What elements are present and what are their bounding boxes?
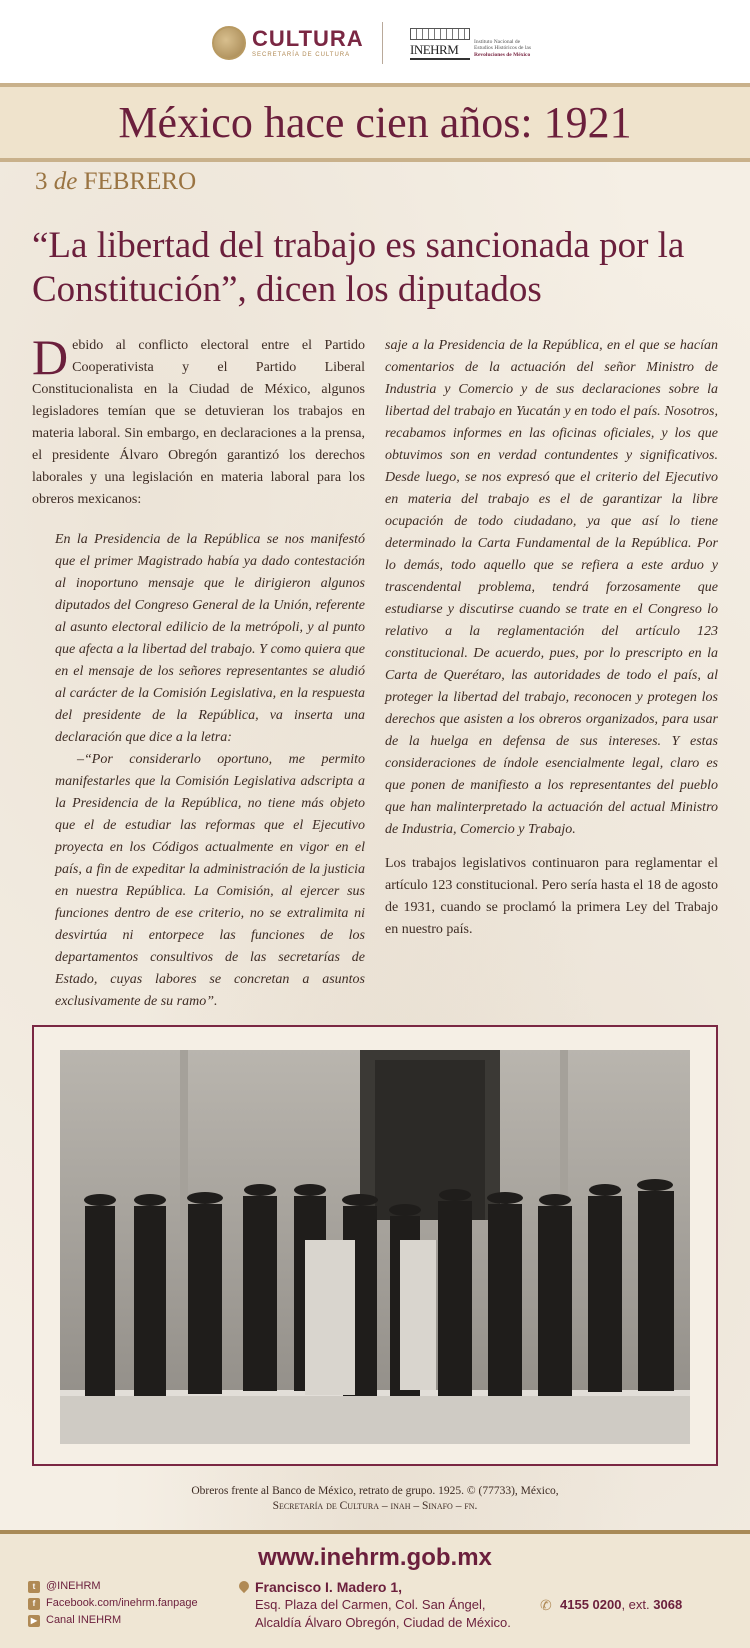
title-banner xyxy=(0,83,750,162)
phone-ext-label: , ext. xyxy=(621,1597,654,1612)
cultura-logo[interactable] xyxy=(212,24,364,62)
intro-paragraph: Debido al conflicto electoral entre el Partido Cooperativista y el Partido Liberal Constitucionalista en la Ciudad de México, algunos legisladores temían que se detuvieran los trabajos en materia laboral. Sin embargo, en declaraciones a la prensa, el presidente Álvaro Obregón garantizó los derechos laborales y una legislación en materia laboral para los obreros mexicanos: xyxy=(32,329,365,507)
youtube-icon: ▶ xyxy=(28,1615,40,1627)
logo-divider xyxy=(382,22,383,64)
group-photo-illustration xyxy=(60,1050,690,1444)
date-de: de xyxy=(53,168,78,195)
address-line-3: Alcaldía Álvaro Obregón, Ciudad de México. xyxy=(255,1615,511,1630)
article-date xyxy=(35,168,196,196)
date-month: FEBRERO xyxy=(83,168,197,195)
phone-icon: ✆ xyxy=(540,1597,552,1613)
quote-paragraph-1: En la Presidencia de la República se nos manifestó que el primer Magistrado había ya dado contestación al inoportuno mensaje que le dirigieron algunos diputados del Congreso General de la Unión, referente al asunto electoral edilicio de la metrópoli, y al punto que afecta a la libertad del trabajo. Y como quiera que en el mensaje de los señores representantes se aludió al carácter de la Comisión Legislativa, en la respuesta del presidente de la República, va inserta una declaración que dice a la letra: xyxy=(55,532,365,745)
inehrm-line-3: Revoluciones de México xyxy=(474,51,531,58)
location-pin-icon xyxy=(237,1579,251,1593)
twitter-link[interactable]: t @INEHRM xyxy=(28,1578,198,1595)
footer xyxy=(0,1534,750,1648)
phone-main: 4155 0200 xyxy=(560,1597,622,1612)
mexico-seal-icon xyxy=(212,26,246,60)
address-block xyxy=(255,1578,511,1632)
date-day: 3 xyxy=(35,168,48,195)
facebook-icon: f xyxy=(28,1598,40,1610)
inehrm-line-1: Instituto Nacional de xyxy=(474,38,521,45)
phone-number[interactable] xyxy=(540,1597,683,1613)
address-line-1: Francisco I. Madero 1, xyxy=(255,1579,403,1595)
youtube-link[interactable]: ▶ Canal INEHRM xyxy=(28,1612,198,1629)
photo-caption xyxy=(0,1484,750,1514)
inehrm-wordmark: INEHRM xyxy=(410,41,470,60)
social-links xyxy=(28,1578,198,1629)
inehrm-line-2: Estudios Históricos de las xyxy=(474,45,531,51)
article-column-left xyxy=(32,329,365,1069)
photo-frame xyxy=(32,1025,718,1466)
cultura-subtitle: SECRETARÍA DE CULTURA xyxy=(252,52,351,58)
building-icon xyxy=(410,28,470,58)
website-link[interactable]: www.inehrm.gob.mx xyxy=(258,1544,492,1571)
facebook-link[interactable]: f Facebook.com/inehrm.fanpage xyxy=(28,1595,198,1612)
cultura-wordmark: CULTURA xyxy=(252,26,364,51)
quote-paragraph-2: –“Por considerarlo oportuno, me permito manifestarles que la Comisión Legislativa adscripta a la Presidencia de la República, no tiene más objeto que el de estudiar las reformas que el Ejecutivo proyecta en los Códigos actualmente en vigor en el país, a fin de expeditar la administración de la justicia en nuestra República. La Comisión, al ejercer sus funciones dentro de ese criterio, no se extralimita ni desvirtúa ni entorpece las funciones de los departamentos consultivos de las secretarías de Estado, cuyas labores se concretan a asuntos exclusivamente de su ramo”. xyxy=(55,752,365,1009)
article-column-right xyxy=(385,335,718,941)
caption-line-2: Secretaría de Cultura – inah – Sinafo – fn. xyxy=(272,1500,478,1512)
closing-paragraph: Los trabajos legislativos continuaron para reglamentar el artículo 123 constitucional. Pero sería hasta el 18 de agosto de 1931, cuando se proclamó la primera Ley del Trabajo en nuestro país. xyxy=(385,856,718,937)
drop-cap: D xyxy=(32,329,69,385)
phone-ext: 3068 xyxy=(653,1597,683,1612)
address-line-2: Esq. Plaza del Carmen, Col. San Ángel, xyxy=(255,1597,486,1612)
quote-paragraph-3: saje a la Presidencia de la República, en el que se hacían comentarios de la actuación del señor Ministro de Industria y Comercio y de sus declaraciones sobre la libertad del trabajo en Yucatán y en todo el país. Nosotros, recabamos informes en las oficinas oficiales, y los que obtuvimos son en verdad contundentes y significativos. Desde luego, se nos expresó que el criterio del Ejecutivo en materia del trabajo es el de garantizar la libre ocupación de todo ciudadano, ya que así lo tiene determinado la Carta Fundamental de la República. Por lo demás, todo aquello que se refiera a este arduo y trascendental problema, tendrá forzosamente que estudiarse y discutirse cuando se trate en el Congreso lo relativo a la reglamentación del artículo 123 constitucional. De acuerdo, pues, por lo prescripto en la Carta de Querétaro, las autoridades de todo el país, al proteger la libertad del trabajo, reconocen y protegen los derechos que asisten a los obreros organizados, para usar de la huelga en defensa de sus intereses. Y estas consideraciones de índole esencialmente legal, claro es que ponen de manifiesto a los representantes del pueblo que han malinterpretado la actuación del actual Ministro de Industria, Comercio y Trabajo. xyxy=(385,338,718,837)
header-bar xyxy=(0,0,750,83)
twitter-icon: t xyxy=(28,1581,40,1593)
banner-title: México hace cien años: 1921 xyxy=(118,98,632,147)
inehrm-logo[interactable] xyxy=(410,28,531,58)
historic-photo-workers[interactable] xyxy=(60,1050,690,1444)
caption-line-1: Obreros frente al Banco de México, retrato de grupo. 1925. © (77733), México, xyxy=(191,1485,559,1497)
article-headline: “La libertad del trabajo es sancionada por la Constitución”, dicen los diputados xyxy=(32,225,685,310)
